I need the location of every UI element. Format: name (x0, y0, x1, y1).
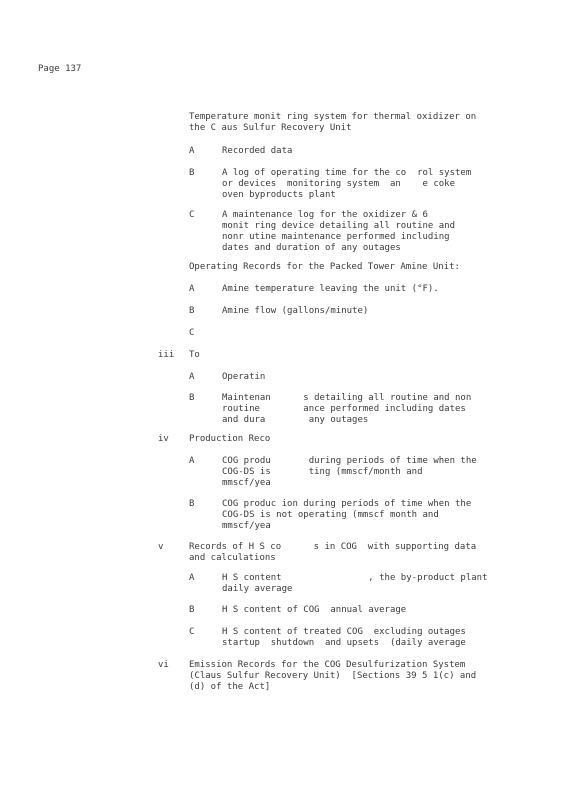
text-line: Temperature monit ring system for thermal oxidizer on (189, 112, 477, 122)
text-line: To (189, 350, 200, 360)
item-marker: A (189, 456, 195, 466)
text-line: COG-DS is ting (mmscf/month and (222, 467, 423, 477)
item-marker: iv (158, 434, 169, 444)
item-marker: C (189, 210, 195, 220)
text-line: Operating Records for the Packed Tower Amine Unit: (189, 262, 460, 272)
item-marker: B (189, 306, 195, 316)
text-line: Amine temperature leaving the unit (°F). (222, 284, 439, 294)
text-line: or devices monitoring system an e coke (222, 179, 455, 189)
text-line: routine ance performed including dates (222, 404, 466, 414)
text-line: and calculations (189, 553, 276, 563)
text-line: H S content of treated COG excluding outages (222, 627, 466, 637)
text-line: H S content , the by-product plant (222, 573, 488, 583)
text-line: nonr utine maintenance performed including (222, 232, 450, 242)
text-line: Operatin (222, 372, 266, 382)
text-line: monit ring device detailing all routine and (222, 221, 455, 231)
text-line: and dura any outages (222, 415, 369, 425)
text-line: Records of H S co s in COG with supporting data (189, 542, 477, 552)
text-line: COG produ during periods of time when the (222, 456, 477, 466)
text-line: COG produc ion during periods of time when the (222, 499, 472, 509)
item-marker: B (189, 605, 195, 615)
text-line: oven byproducts plant (222, 190, 336, 200)
text-line: COG-DS is not operating (mmscf month and (222, 510, 439, 520)
text-line: (Claus Sulfur Recovery Unit) [Sections 39 5 1(c) and (189, 671, 477, 681)
item-marker: iii (158, 350, 175, 360)
page-number: Page 137 (38, 64, 82, 74)
text-line: H S content of COG annual average (222, 605, 407, 615)
text-line: Amine flow (gallons/minute) (222, 306, 369, 316)
text-line: A log of operating time for the co rol system (222, 168, 472, 178)
text-line: Maintenan s detailing all routine and non (222, 393, 472, 403)
text-line: Production Reco (189, 434, 271, 444)
text-line: Recorded data (222, 146, 293, 156)
item-marker: A (189, 372, 195, 382)
text-line: the C aus Sulfur Recovery Unit (189, 123, 352, 133)
text-line: mmscf/yea (222, 478, 271, 488)
text-line: (d) of the Act] (189, 682, 271, 692)
item-marker: vi (158, 660, 169, 670)
item-marker: A (189, 573, 195, 583)
text-line: daily average (222, 584, 293, 594)
item-marker: C (189, 627, 195, 637)
item-marker: v (158, 542, 164, 552)
text-line: startup shutdown and upsets (daily average (222, 638, 466, 648)
item-marker: B (189, 499, 195, 509)
item-marker: B (189, 393, 195, 403)
text-line: dates and duration of any outages (222, 243, 401, 253)
item-marker: A (189, 146, 195, 156)
text-line: Emission Records for the COG Desulfurization System (189, 660, 466, 670)
item-marker: A (189, 284, 195, 294)
text-line: A maintenance log for the oxidizer & 6 (222, 210, 428, 220)
item-marker: C (189, 328, 195, 338)
item-marker: B (189, 168, 195, 178)
text-line: mmscf/yea (222, 521, 271, 531)
